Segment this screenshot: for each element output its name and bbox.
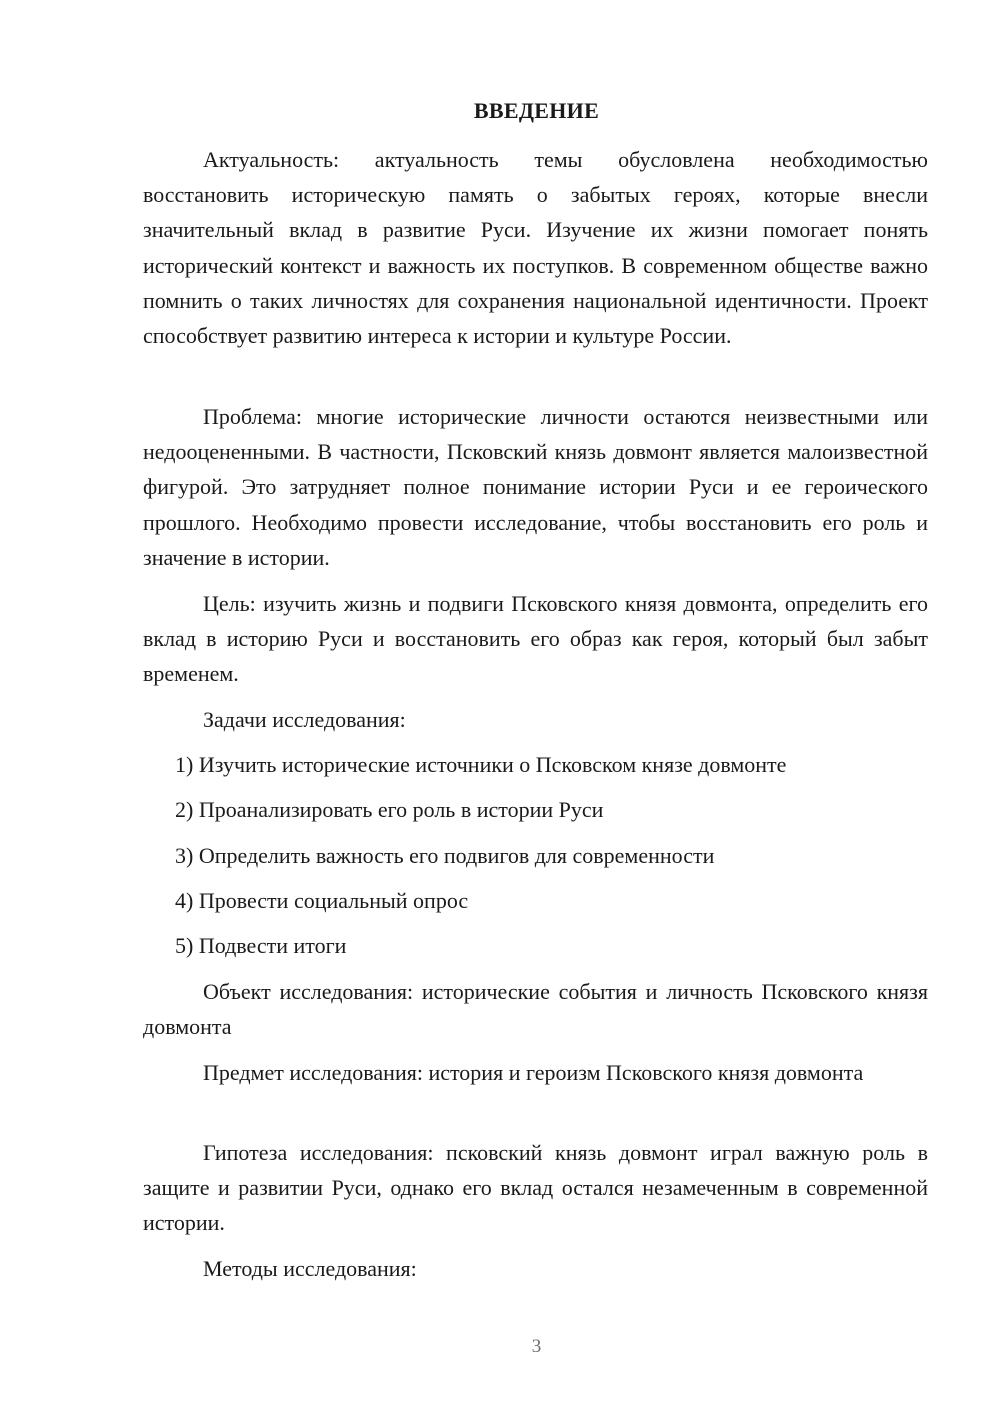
task-item-2: 2) Проанализировать его роль в истории Руси bbox=[175, 797, 604, 822]
page-number: 3 bbox=[531, 1336, 542, 1357]
task-item-1: 1) Изучить исторические источники о Псковском князе довмонте bbox=[175, 752, 787, 777]
task-item-3: 3) Определить важность его подвигов для современности bbox=[175, 843, 715, 868]
page-title: ВВЕДЕНИЕ bbox=[473, 98, 600, 123]
methods-heading: Методы исследования: bbox=[203, 1256, 417, 1281]
problem-paragraph: Проблема: многие исторические личности остаются неизвестными или недооцененными. В частности, Псковский князь довмонт является малоизвестной фигурой. Это затрудняет полное понимание истории Руси и ее героического прошлого. Необходимо провести исследование, чтобы восстановить его роль и значение в истории. bbox=[143, 404, 928, 570]
subject-paragraph: Предмет исследования: история и героизм Псковского князя довмонта bbox=[203, 1060, 864, 1085]
goal-paragraph: Цель: изучить жизнь и подвиги Псковского князя довмонта, определить его вклад в историю Руси и восстановить его образ как героя, который был забыт временем. bbox=[143, 591, 928, 687]
task-item-5: 5) Подвести итоги bbox=[175, 933, 347, 958]
object-paragraph: Объект исследования: исторические события и личность Псковского князя довмонта bbox=[143, 979, 928, 1040]
hypothesis-paragraph: Гипотеза исследования: псковский князь довмонт играл важную роль в защите и развитии Руси, однако его вклад остался незамеченным в современной истории. bbox=[143, 1140, 928, 1236]
task-item-4: 4) Провести социальный опрос bbox=[175, 888, 469, 913]
relevance-paragraph: Актуальность: актуальность темы обусловлена необходимостью восстановить историческую память о забытых героях, которые внесли значительный вклад в развитие Руси. Изучение их жизни помогает понять исторический контекст и важность их поступков. В современном обществе важно помнить о таких личностях для сохранения национальной идентичности. Проект способствует развитию интереса к истории и культуре России. bbox=[143, 147, 928, 349]
tasks-heading: Задачи исследования: bbox=[203, 707, 406, 732]
